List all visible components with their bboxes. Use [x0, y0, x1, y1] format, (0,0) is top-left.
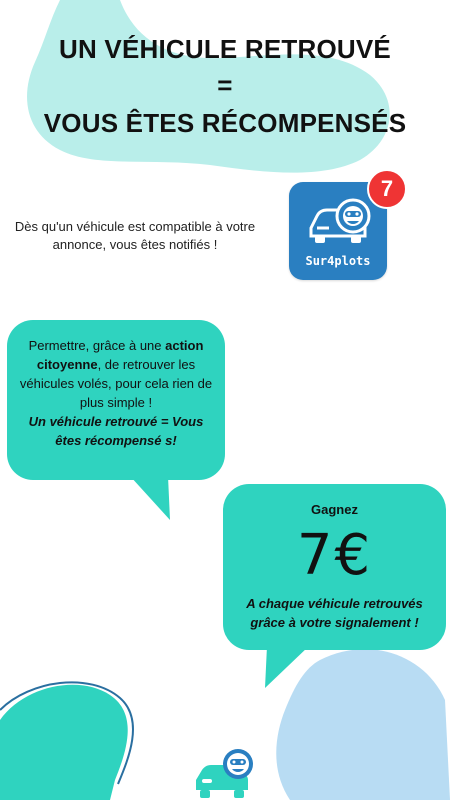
headline-equals: =: [217, 70, 233, 100]
headline-line-3: VOUS ÊTES RÉCOMPENSÉS: [43, 108, 407, 138]
citizen-action-part1: Permettre, grâce à une: [28, 338, 166, 353]
citizen-action-bold: action citoyenne: [36, 338, 204, 372]
citizen-action-text: [17, 336, 215, 450]
car-thief-logo-icon: [190, 746, 260, 800]
reward-title: Gagnez: [311, 502, 358, 517]
citizen-action-part2: , de retrouver les véhicules volés, pour cela rien de plus simple !: [19, 357, 213, 410]
app-name-label: Sur4plots: [305, 254, 371, 268]
citizen-action-emphasis: Un véhicule retrouvé = Vous êtes récompensé s!: [28, 414, 204, 448]
speech-bubble-tail-right: [265, 646, 309, 688]
notification-badge: 7: [367, 169, 407, 209]
reward-description: A chaque véhicule retrouvés grâce à votre signalement !: [246, 596, 423, 630]
decorative-blob-bottom-left: [0, 680, 150, 800]
notification-intro-text: Dès qu'un véhicule est compatible à votre annonce, vous êtes notifiés !: [14, 219, 256, 252]
speech-bubble-tail-left: [130, 476, 174, 520]
speech-bubble-citizen-action: [7, 320, 225, 480]
reward-amount: 7€: [296, 523, 373, 588]
speech-bubble-reward: [223, 484, 446, 650]
car-thief-icon: [303, 194, 373, 252]
headline-line-1: UN VÉHICULE RETROUVÉ: [59, 34, 391, 64]
